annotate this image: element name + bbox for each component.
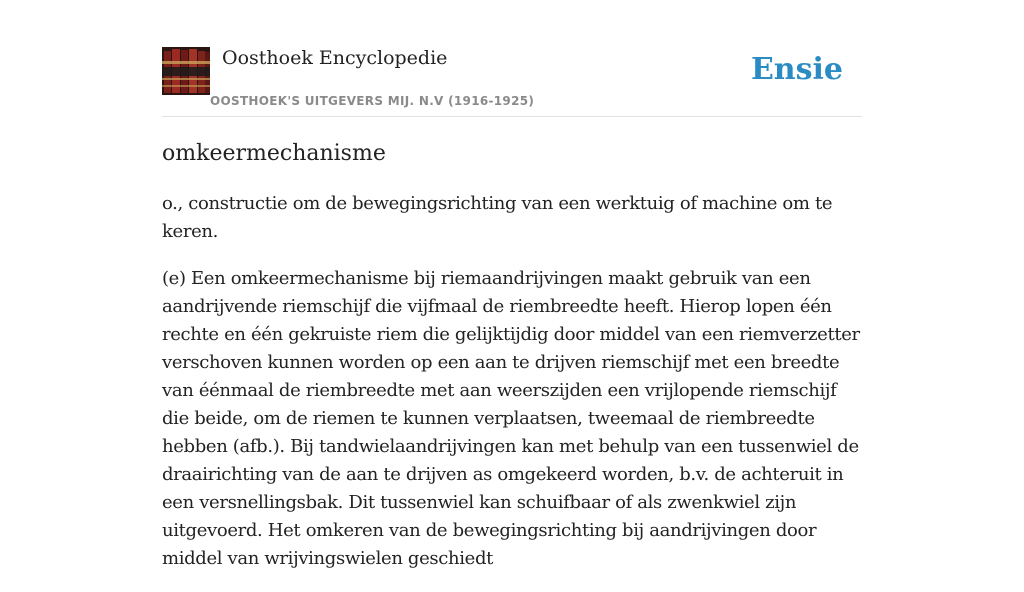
book-spines-icon[interactable] bbox=[162, 47, 210, 95]
page-title: omkeermechanisme bbox=[162, 141, 386, 166]
article bbox=[162, 138, 862, 592]
brand-logo[interactable]: Ensie bbox=[750, 52, 843, 87]
definition-text: o., constructie om de bewegingsrichting van een werktuig of machine om te keren. bbox=[162, 193, 833, 242]
publisher-label: OOSTHOEK'S UITGEVERS MIJ. N.V (1916-1925) bbox=[210, 94, 535, 108]
body-text: (e) Een omkeermechanisme bij riemaandrijvingen maakt gebruik van een aandrijvende riemschijf die vijfmaal de riembreedte heeft. Hierop lopen één rechte en één gekruiste riem die gelijktijdig door middel van een riemverzetter verschoven kunnen worden op een aan te drijven riemschijf met een breedte van éénmaal de riembreedte met aan weerszijden een vrijlopende riemschijf die beide, om de riemen te kunnen verplaatsen, tweemaal de riembreedte hebben (afb.). Bij tandwielaandrijvingen kan met behulp van een tussenwiel de draairichting van de aan te drijven as omgekeerd worden, b.v. de achteruit in een versnellingsbak. Dit tussenwiel kan schuifbaar of als zwenkwiel zijn uitgevoerd. Het omkeren van de bewegingsrichting bij aandrijvingen door middel van wrijvingswielen geschiedt bbox=[162, 268, 860, 569]
header bbox=[162, 46, 862, 117]
source-name[interactable]: Oosthoek Encyclopedie bbox=[222, 47, 448, 69]
